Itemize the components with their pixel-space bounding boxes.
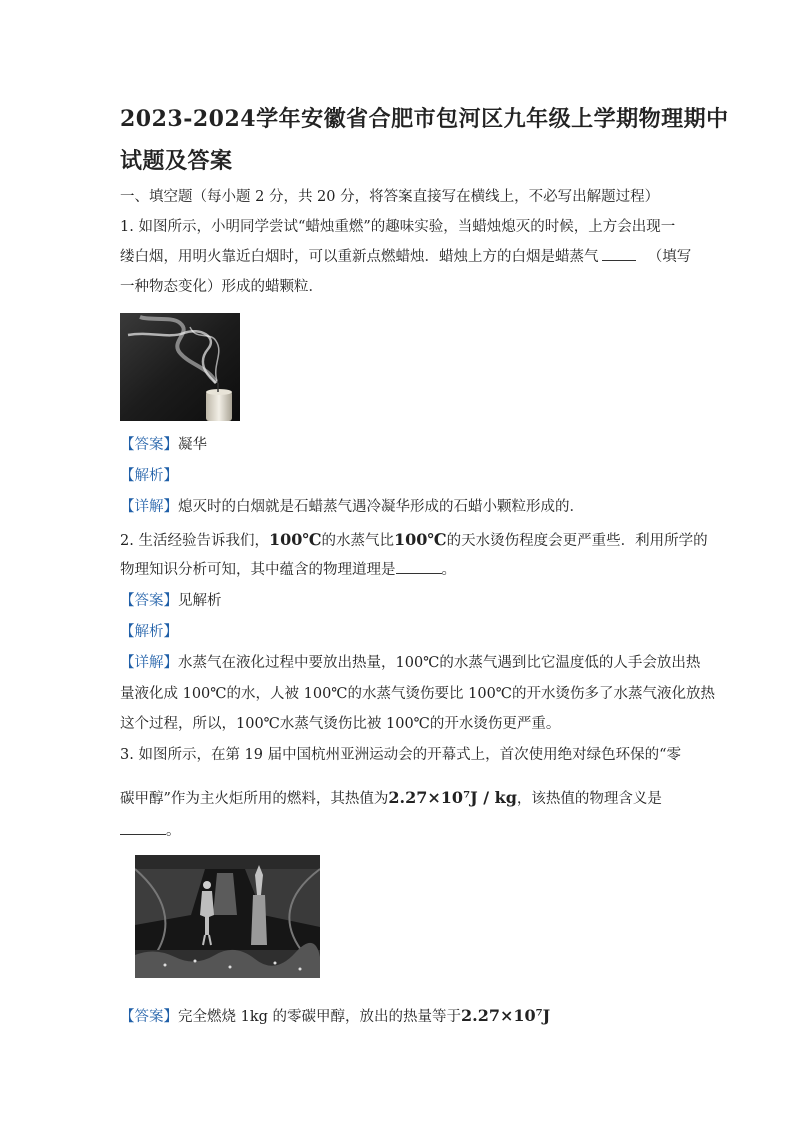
q1-answer-text: 凝华	[178, 437, 207, 453]
q2-detail-line3: 这个过程，所以，100℃水蒸气烫伤比被 100℃的开水烫伤更严重。	[120, 716, 561, 732]
q1-detail-text: 熄灭时的白烟就是石蜡蒸气遇冷凝华形成的石蜡小颗粒形成的．	[178, 499, 584, 515]
q3-heat-value: 2.27×10⁷J / kg	[388, 788, 517, 807]
q3-answer-label: 【答案】	[120, 1009, 178, 1025]
q1-detail	[120, 500, 584, 515]
candle-smoke-image	[120, 313, 240, 421]
q1-answer-label: 【答案】	[120, 437, 178, 453]
q1-line2	[120, 250, 691, 265]
q1-detail-label: 【详解】	[120, 499, 178, 515]
q2-analysis-label: 【解析】	[120, 624, 178, 640]
q3-answer	[120, 1008, 550, 1025]
q2-detail-text1: 水蒸气在液化过程中要放出热量，100℃的水蒸气遇到比它温度低的人手会放出热	[178, 655, 701, 671]
q2-line1-a: 2. 生活经验告诉我们，	[120, 533, 269, 549]
q2-line2-end: 。	[441, 562, 456, 578]
q2-temp1: 100℃	[268, 530, 322, 549]
q2-answer-text: 见解析	[178, 593, 222, 609]
q1-line2-tail: （填写	[647, 249, 692, 265]
doc-title-line1: 2023-2024学年安徽省合肥市包河区九年级上学期物理期中	[120, 106, 729, 132]
q2-line2	[120, 563, 456, 578]
q2-blank	[396, 571, 442, 574]
q1-analysis	[120, 469, 178, 484]
section-heading: 一、填空题（每小题 2 分，共 20 分，将答案直接写在横线上，不必写出解题过程）	[120, 189, 660, 205]
q3-line1: 3. 如图所示，在第 19 届中国杭州亚洲运动会的开幕式上，首次使用绝对绿色环保的“零	[120, 747, 682, 763]
q1-analysis-label: 【解析】	[120, 468, 178, 484]
q1-line3: 一种物态变化）形成的蜡颗粒．	[120, 279, 323, 295]
q2-answer-label: 【答案】	[120, 593, 178, 609]
q2-analysis	[120, 625, 178, 640]
q2-detail-line1	[120, 656, 700, 671]
q3-line3-end: 。	[166, 823, 181, 839]
q2-line1	[120, 532, 708, 549]
q3-line3	[120, 824, 181, 839]
q3-line2-b: ，该热值的物理含义是	[516, 791, 662, 807]
q2-line1-b: 的水蒸气比	[321, 533, 395, 549]
q1-line2-text: 缕白烟，用明火靠近白烟时，可以重新点燃蜡烛．蜡烛上方的白烟是蜡蒸气	[120, 249, 599, 265]
q2-detail-line2: 量液化成 100℃的水，人被 100℃的水蒸气烫伤要比 100℃的开水烫伤多了水蒸气液化放热	[120, 686, 716, 702]
q2-answer	[120, 594, 222, 609]
q1-blank	[602, 258, 636, 261]
q3-blank	[120, 832, 166, 835]
q2-detail-label: 【详解】	[120, 655, 178, 671]
asian-games-torch-image	[135, 855, 320, 978]
q3-line2-a: 碳甲醇”作为主火炬所用的燃料，其热值为	[120, 791, 389, 807]
q1-answer	[120, 438, 207, 453]
q2-line2-text: 物理知识分析可知，其中蕴含的物理道理是	[120, 562, 396, 578]
q2-temp2: 100℃	[394, 530, 447, 549]
q2-line1-c: 的天水烫伤程度会更严重些．利用所学的	[446, 533, 708, 549]
doc-title-line2: 试题及答案	[120, 148, 233, 174]
q3-line2	[120, 790, 662, 807]
q3-answer-text: 完全燃烧 1kg 的零碳甲醇，放出的热量等于	[178, 1009, 462, 1025]
q1-line1: 1. 如图所示，小明同学尝试“蜡烛重燃”的趣味实验，当蜡烛熄灭的时候，上方会出现一	[120, 219, 676, 235]
q3-answer-value: 2.27×10⁷J	[461, 1006, 551, 1025]
